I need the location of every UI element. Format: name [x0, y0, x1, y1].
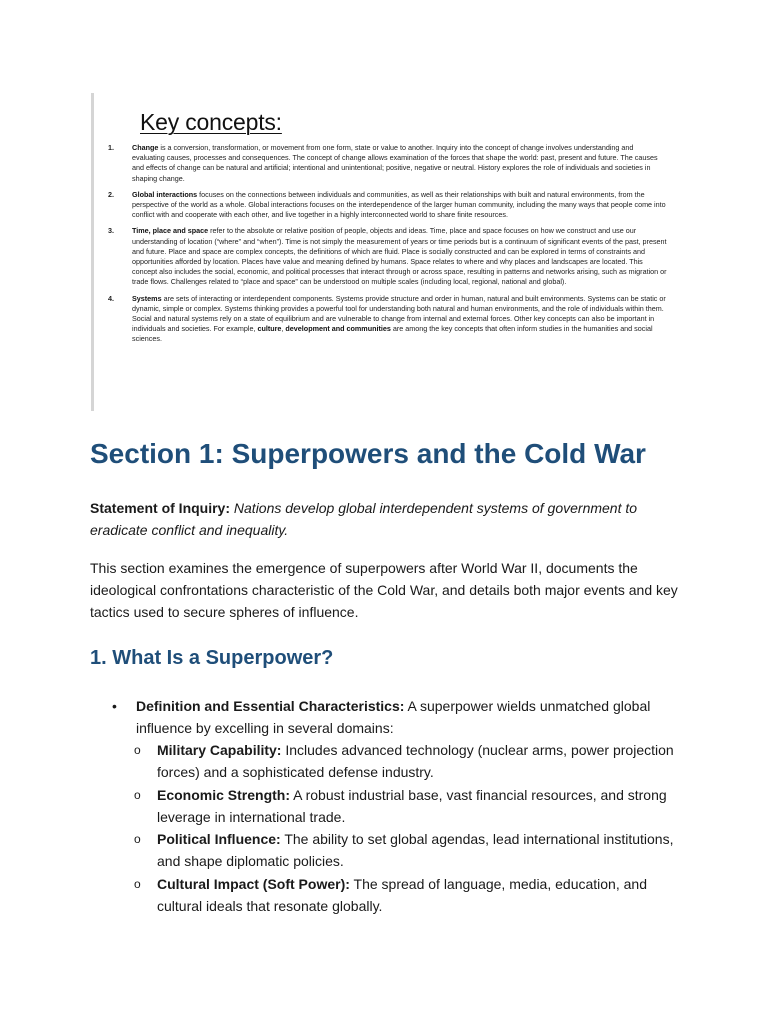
concept-text: focuses on the connections between individuals and communities, as well as their relationships with built and natural environments, from the perspective of the world as a whole. Global interactions focuses on the interdependence of the larger human community, including the many ways that people come into conflict with and cooperate with each other, and live together in a highly interconnected world to share finite resources.	[132, 189, 666, 220]
list-item	[112, 695, 682, 917]
section-heading: Section 1: Superpowers and the Cold War	[90, 438, 646, 469]
section-intro-paragraph: This section examines the emergence of superpowers after World War II, documents the ideological confrontations characteristic of the Cold War, and details both major events and key tactics used to secure spheres of influence.	[90, 560, 678, 620]
statement-of-inquiry	[90, 497, 690, 541]
sub-item-text: A robust industrial base, vast financial resources, and strong leverage in international trade.	[157, 786, 667, 825]
sub-list-item-political	[134, 828, 682, 872]
circle-bullet-icon: o	[134, 876, 141, 891]
circle-bullet-icon: o	[134, 832, 141, 846]
bullet-label: Definition and Essential Characteristics:	[136, 698, 405, 714]
subsection-heading: 1. What Is a Superpower?	[90, 647, 334, 669]
characteristics-sublist	[112, 739, 682, 917]
concept-number: 4.	[108, 293, 114, 303]
soi-text: Nations develop global interdependent systems of government to eradicate conflict and inequality.	[90, 500, 638, 538]
concept-item-systems	[108, 294, 668, 345]
concept-item-time-place-space	[108, 226, 668, 287]
concept-text: are sets of interacting or interdependent components. Systems provide structure and order in human, natural and built environments. Systems can be static or dynamic, simple or complex. Systems thinking provides a powerful tool for understanding both natural and human environments, and the role of individuals within them. Social and natural systems rely on a state of equilibrium and are vulnerable to change from internal and external forces. Other key concepts can also be important in individuals and societies. For example,	[132, 293, 666, 334]
concept-inline-bold: development and communities	[285, 324, 391, 334]
sub-item-label: Political Influence:	[157, 831, 281, 847]
key-concepts-image	[91, 93, 669, 411]
sub-item-text: Includes advanced technology (nuclear arms, power projection forces) and a sophisticated defense industry.	[157, 742, 674, 780]
concept-text: is a conversion, transformation, or movement from one form, state or value to another. Inquiry into the concept of change involves understanding and evaluating causes, processes and consequences. The concept of change allows examination of the forces that shape the world: past, present and future. The causes and effects of change can be natural and artificial; intentional and unintentional; positive, negative or neutral. History explores the role of individuals and societies in shaping change.	[132, 143, 658, 183]
concept-term: Global interactions	[132, 189, 198, 199]
bullet-text: A superpower wields unmatched global influence by excelling in several domains:	[136, 698, 651, 736]
concept-item-global-interactions	[108, 190, 668, 221]
concept-number: 2.	[108, 189, 114, 199]
concept-text: refer to the absolute or relative position of people, objects and ideas. Time, place and space focuses on how we construct and use our understanding of location (“where” and “when”). Time is not simply the measurement of years or time periods but is a continuum of significant events of the past, present and future. Place and space are complex concepts, the definitions of which are fluid. Place is socially constructed and can be explored in terms of constraints and opportunities afforded by location. Places have value and meaning defined by humans. Space relates to where and why places and landscapes are located. This concept also includes the social, economic, and political processes that interact through or across space, resulting in patterns and networks arising, such as migration or trade flows. Challenges related to “place and space” can be understood on multiple scales (including local, regional, national and global).	[132, 226, 667, 287]
sub-item-text: The spread of language, media, education, and cultural ideals that resonate globally.	[157, 875, 647, 914]
concept-term: Change	[132, 143, 159, 152]
sub-list-item-military	[134, 739, 682, 783]
sub-item-label: Military Capability:	[157, 742, 282, 758]
sub-list-item-economic	[134, 784, 682, 828]
concept-number: 1.	[108, 143, 114, 152]
concept-text: ,	[281, 324, 286, 334]
concept-inline-bold: culture	[257, 324, 282, 334]
concept-term: Time, place and space	[132, 226, 209, 236]
concept-text: are among the key concepts that often inform studies in the humanities and social sciences.	[132, 324, 653, 344]
key-concepts-list	[108, 143, 668, 351]
circle-bullet-icon: o	[134, 743, 141, 757]
concept-item-change	[108, 143, 668, 184]
concept-number: 3.	[108, 226, 114, 236]
superpower-definition-list	[112, 695, 682, 917]
sub-item-label: Economic Strength:	[157, 786, 291, 803]
sub-item-label: Cultural Impact (Soft Power):	[157, 875, 350, 892]
soi-label: Statement of Inquiry:	[90, 500, 231, 516]
circle-bullet-icon: o	[134, 787, 141, 802]
sub-list-item-cultural	[134, 873, 682, 917]
key-concepts-title: Key concepts:	[140, 109, 282, 135]
bullet-icon: •	[112, 698, 117, 714]
sub-item-text: The ability to set global agendas, lead international institutions, and shape diplomatic policies.	[157, 831, 674, 869]
concept-term: Systems	[132, 293, 162, 303]
